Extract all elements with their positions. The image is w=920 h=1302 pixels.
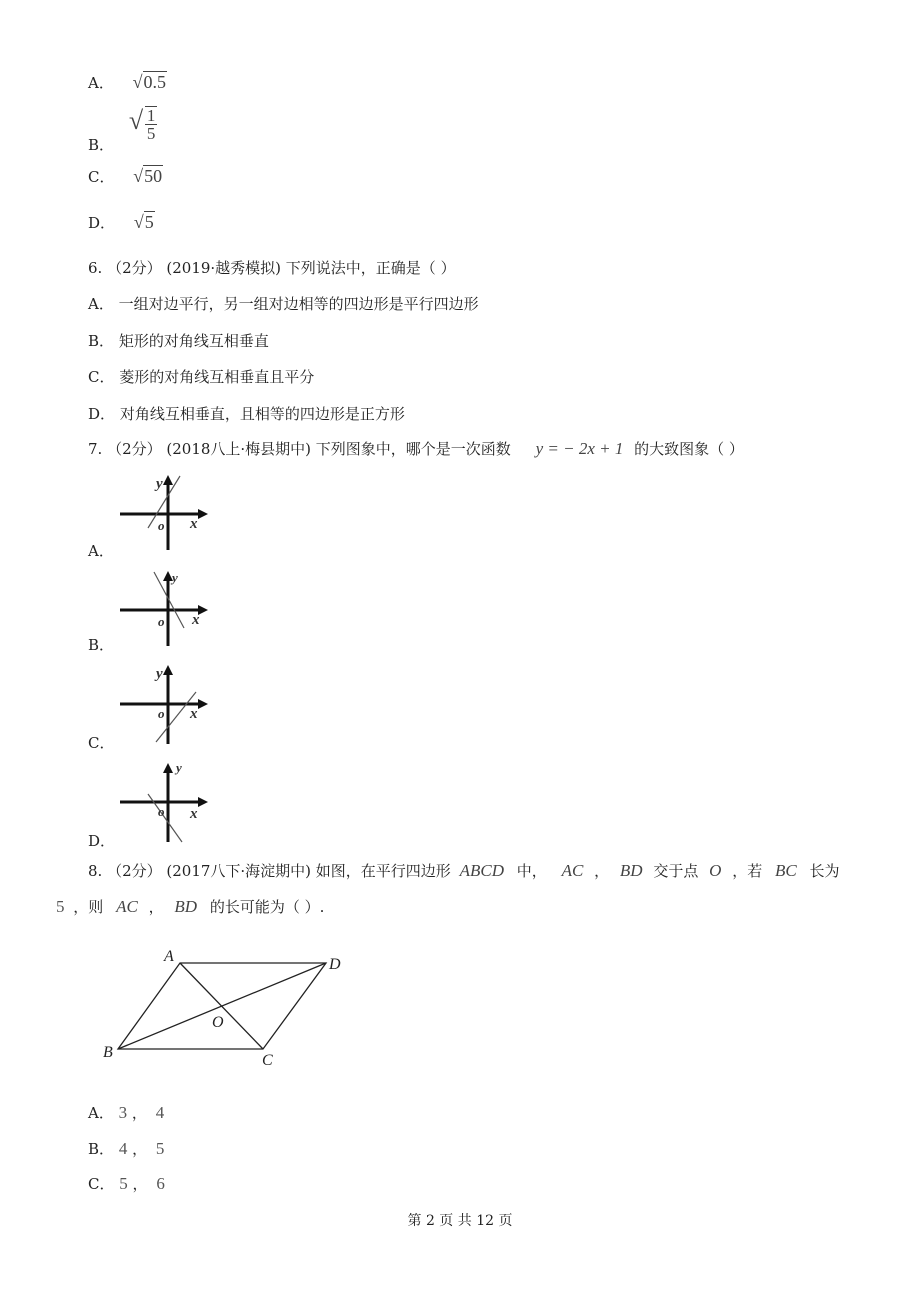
- q8-tail: 的长可能为（ ）.: [209, 898, 325, 916]
- q5-option-a: [88, 72, 167, 93]
- q6-option-c-letter: C．: [88, 368, 115, 386]
- q5-option-b-fraction: [145, 106, 158, 143]
- q5-option-b-numerator: 1: [146, 106, 156, 125]
- q7-stem-after: 的大致图象（ ）: [634, 440, 744, 458]
- q7-option-d-letter: D．: [88, 832, 116, 850]
- q5-option-b-letter: B．: [88, 136, 115, 154]
- q6-option-b-letter: B．: [88, 332, 115, 350]
- q5-option-d-radical: √5: [133, 212, 154, 232]
- q7-graph-a-x: x: [190, 516, 198, 532]
- q7-graph-b-y: y: [172, 570, 178, 585]
- q7-option-b: [88, 568, 228, 658]
- q7-graph-a: [118, 470, 218, 552]
- q8-option-b-letter: B．: [88, 1140, 115, 1158]
- q6-option-b: [88, 330, 269, 351]
- q8-option-b-v1: 4: [118, 1139, 128, 1158]
- q5-option-c-letter: C．: [88, 168, 115, 186]
- q8-label-a: A: [164, 948, 174, 965]
- q8-option-b: [88, 1138, 164, 1159]
- q6-option-a: [88, 293, 479, 314]
- q6-option-d-text: 对角线互相垂直，且相等的四边形是正方形: [119, 405, 405, 423]
- q7-graph-a-y: y: [156, 476, 163, 492]
- q8-option-c-sep: ，: [132, 1175, 148, 1193]
- q7-graph-b-x: x: [192, 612, 200, 628]
- q5-option-b-radical: √: [128, 106, 144, 135]
- q8-label-o: O: [212, 1014, 224, 1031]
- q8-ruo: ，若: [732, 862, 763, 880]
- q8-bc: BC: [774, 861, 797, 880]
- q7-graph-b: [118, 568, 218, 650]
- q6-option-c: [88, 366, 314, 387]
- q8-option-a-v1: 3: [118, 1103, 128, 1122]
- q8-option-b-v2: 5: [155, 1139, 165, 1158]
- q7-formula: y = − 2x + 1: [535, 439, 624, 458]
- q8-option-a-sep: ，: [131, 1104, 147, 1122]
- q7-graph-d: [118, 758, 218, 844]
- q5-option-a-letter: A．: [88, 74, 114, 92]
- q8-o: O: [709, 861, 722, 880]
- q6-option-a-text: 一组对边平行，另一组对边相等的四边形是平行四边形: [118, 295, 479, 313]
- q7-graph-b-origin: o: [158, 614, 165, 629]
- q5-option-b: [88, 106, 157, 154]
- q8-option-c-letter: C．: [88, 1175, 115, 1193]
- q5-option-d: [88, 212, 155, 233]
- q8-five: 5: [56, 897, 65, 916]
- q8-option-b-sep: ，: [132, 1140, 148, 1158]
- page-footer: 第 2 页 共 12 页: [407, 1213, 513, 1229]
- q7-option-a-letter: A．: [88, 542, 114, 560]
- q7-graph-c: [118, 662, 218, 746]
- q7-graph-c-y: y: [156, 666, 163, 682]
- q8-option-a-v2: 4: [155, 1103, 165, 1122]
- q5-option-c: [88, 166, 163, 187]
- q6-option-c-text: 菱形的对角线互相垂直且平分: [119, 368, 315, 386]
- q6-option-a-letter: A．: [88, 295, 114, 313]
- q7-option-b-letter: B．: [88, 636, 115, 654]
- q7-graph-c-origin: o: [158, 706, 165, 721]
- q8-label-d: D: [329, 956, 341, 973]
- q5-option-a-radicand: 0.5: [143, 72, 167, 92]
- q5-option-a-radical: √0.5: [132, 72, 167, 92]
- q6-option-b-text: 矩形的对角线互相垂直: [118, 332, 269, 350]
- q8-ac: AC: [561, 861, 584, 880]
- q7-graph-d-x: x: [190, 806, 198, 822]
- q5-option-b-denominator: 5: [146, 124, 156, 143]
- q8-bd2: BD: [174, 897, 198, 916]
- q5-option-c-radicand: 50: [144, 166, 163, 186]
- q8-comma: ，: [594, 862, 610, 880]
- q8-stem-line2: [56, 896, 324, 917]
- q8-abcd: ABCD: [459, 861, 504, 880]
- q8-jiao: 交于点: [653, 862, 699, 880]
- q8-stem-a: 8. （2分） (2017八下·海淀期中) 如图，在平行四边形: [88, 862, 451, 880]
- q5-option-d-letter: D．: [88, 214, 116, 232]
- q8-zhong: 中，: [516, 862, 547, 880]
- q6-option-d: [88, 403, 405, 424]
- q7-graph-d-origin: o: [158, 804, 165, 819]
- q7-option-a: [88, 470, 228, 560]
- q8-label-c: C: [262, 1052, 273, 1069]
- q8-label-b: B: [103, 1044, 113, 1061]
- q7-option-c: [88, 662, 228, 752]
- q8-parallelogram-figure: [100, 945, 360, 1075]
- q7-graph-d-y: y: [176, 760, 182, 775]
- q5-option-c-radical: √50: [133, 166, 163, 186]
- q7-stem-before: 7. （2分） (2018八上·梅县期中) 下列图象中，哪个是一次函数: [88, 440, 511, 458]
- q7-graph-c-x: x: [190, 706, 198, 722]
- q8-changwei: 长为: [809, 862, 840, 880]
- q8-ac2: AC: [116, 897, 138, 916]
- q8-bd: BD: [619, 861, 643, 880]
- q8-ze: ，则: [73, 898, 104, 916]
- q7-option-c-letter: C．: [88, 734, 115, 752]
- q6-option-d-letter: D．: [88, 405, 116, 423]
- q6-stem: 6. （2分） (2019·越秀模拟) 下列说法中，正确是（ ）: [88, 259, 456, 277]
- q8-comma2: ，: [148, 898, 164, 916]
- q7-stem: [88, 438, 744, 459]
- q8-option-c-v1: 5: [119, 1174, 128, 1193]
- q8-stem-line1: [88, 860, 840, 881]
- q7-graph-a-origin: o: [158, 518, 165, 533]
- q8-option-c-v2: 6: [156, 1174, 165, 1193]
- q8-option-c: [88, 1173, 165, 1194]
- q5-option-d-radicand: 5: [144, 212, 154, 232]
- q8-option-a-letter: A．: [88, 1104, 114, 1122]
- q7-option-d: [88, 758, 228, 848]
- q8-option-a: [88, 1102, 164, 1123]
